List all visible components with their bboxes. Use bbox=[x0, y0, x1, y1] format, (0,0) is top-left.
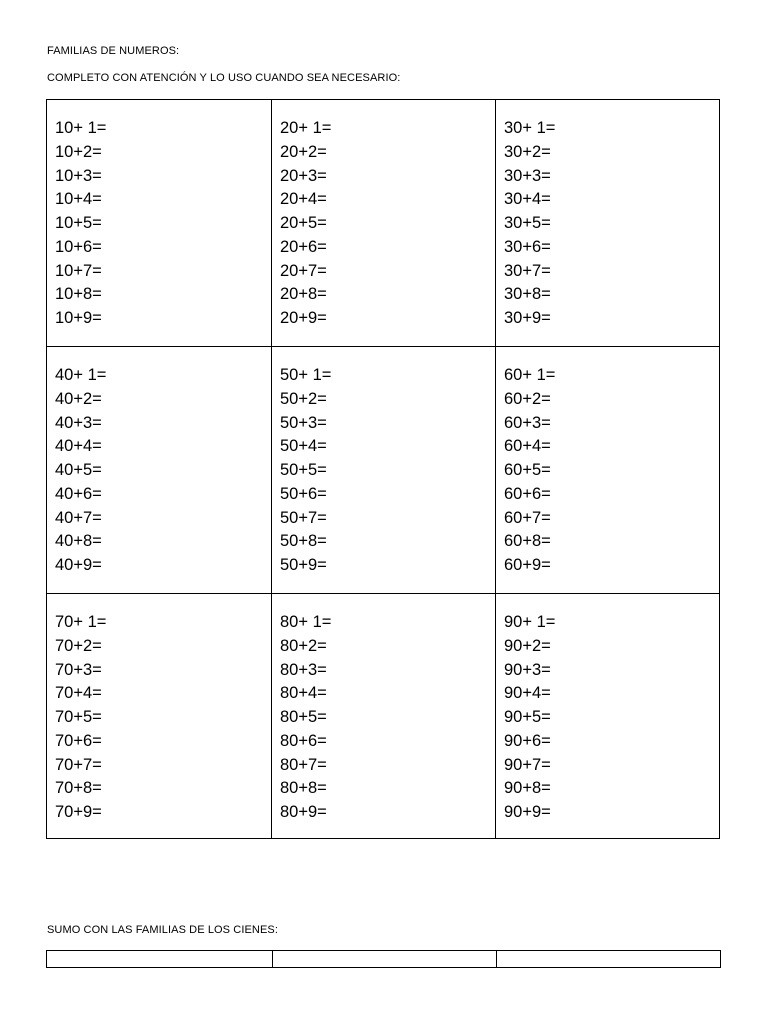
sum-line: 10+9= bbox=[55, 309, 102, 327]
sum-line: 10+2= bbox=[55, 142, 102, 161]
sum-line: 50+ 1= bbox=[280, 366, 332, 384]
sum-line: 20+2= bbox=[280, 142, 327, 161]
sum-line: 20+6= bbox=[280, 237, 327, 256]
family-cell bbox=[496, 100, 719, 347]
sum-line: 80+8= bbox=[280, 779, 327, 798]
sum-line: 20+5= bbox=[280, 214, 327, 232]
sum-line: 40+ 1= bbox=[55, 366, 107, 384]
sum-line: 60+ 1= bbox=[504, 366, 556, 384]
sum-line: 30+2= bbox=[504, 142, 551, 161]
sum-line: 90+6= bbox=[504, 731, 551, 750]
sum-line: 10+7= bbox=[55, 261, 102, 280]
sum-line: 20+8= bbox=[280, 285, 327, 304]
sum-line: 30+5= bbox=[504, 214, 551, 232]
sum-line: 60+5= bbox=[504, 461, 551, 479]
sum-line: 40+5= bbox=[55, 461, 102, 479]
sum-line: 30+3= bbox=[504, 166, 551, 185]
hundreds-cell-2[interactable] bbox=[273, 951, 497, 967]
sum-line: 10+8= bbox=[55, 285, 102, 304]
sum-line: 50+2= bbox=[280, 389, 327, 408]
family-cell bbox=[47, 347, 272, 594]
sum-line: 50+5= bbox=[280, 461, 327, 479]
family-cell bbox=[272, 594, 496, 838]
family-cell bbox=[47, 100, 272, 347]
sum-line: 50+6= bbox=[280, 484, 327, 503]
sum-line: 80+5= bbox=[280, 708, 327, 726]
sum-line: 70+8= bbox=[55, 779, 102, 798]
sum-line: 40+6= bbox=[55, 484, 102, 503]
sum-line: 70+4= bbox=[55, 684, 102, 703]
family-cell bbox=[496, 347, 719, 594]
sum-line: 20+3= bbox=[280, 166, 327, 185]
sum-line: 30+7= bbox=[504, 261, 551, 280]
sum-line: 10+ 1= bbox=[55, 119, 107, 137]
sum-line: 70+2= bbox=[55, 636, 102, 655]
sum-line: 90+7= bbox=[504, 755, 551, 774]
sum-line: 60+6= bbox=[504, 484, 551, 503]
sum-line: 90+4= bbox=[504, 684, 551, 703]
sum-line: 40+4= bbox=[55, 437, 102, 456]
number-families-table bbox=[46, 99, 720, 839]
sum-line: 20+ 1= bbox=[280, 119, 332, 137]
family-cell bbox=[272, 100, 496, 347]
sum-line: 60+4= bbox=[504, 437, 551, 456]
sum-line: 80+3= bbox=[280, 660, 327, 679]
sum-line: 70+9= bbox=[55, 803, 102, 821]
sum-line: 80+4= bbox=[280, 684, 327, 703]
section-title-hundreds: SUMO CON LAS FAMILIAS DE LOS CIENES: bbox=[47, 924, 278, 936]
hundreds-cell-1[interactable] bbox=[47, 951, 273, 967]
sum-line: 50+3= bbox=[280, 413, 327, 432]
sum-line: 20+9= bbox=[280, 309, 327, 327]
sum-line: 90+2= bbox=[504, 636, 551, 655]
sum-line: 70+5= bbox=[55, 708, 102, 726]
sum-line: 60+2= bbox=[504, 389, 551, 408]
sum-line: 40+3= bbox=[55, 413, 102, 432]
sum-line: 60+3= bbox=[504, 413, 551, 432]
sum-line: 80+2= bbox=[280, 636, 327, 655]
sum-line: 70+7= bbox=[55, 755, 102, 774]
sum-line: 80+6= bbox=[280, 731, 327, 750]
sum-line: 40+7= bbox=[55, 508, 102, 527]
instruction-text: COMPLETO CON ATENCIÓN Y LO USO CUANDO SEA NECESARIO: bbox=[47, 72, 401, 84]
sum-line: 80+ 1= bbox=[280, 613, 332, 631]
sum-line: 10+6= bbox=[55, 237, 102, 256]
family-cell bbox=[496, 594, 719, 838]
sum-line: 70+ 1= bbox=[55, 613, 107, 631]
hundreds-cell-3[interactable] bbox=[497, 951, 720, 967]
sum-line: 50+4= bbox=[280, 437, 327, 456]
sum-line: 40+2= bbox=[55, 389, 102, 408]
sum-line: 60+8= bbox=[504, 532, 551, 551]
sum-line: 80+9= bbox=[280, 803, 327, 821]
sum-line: 40+8= bbox=[55, 532, 102, 551]
page-title: FAMILIAS DE NUMEROS: bbox=[47, 45, 180, 57]
sum-line: 30+9= bbox=[504, 309, 551, 327]
sum-line: 20+7= bbox=[280, 261, 327, 280]
sum-line: 70+3= bbox=[55, 660, 102, 679]
sum-line: 40+9= bbox=[55, 556, 102, 574]
sum-line: 50+8= bbox=[280, 532, 327, 551]
sum-line: 20+4= bbox=[280, 190, 327, 209]
sum-line: 70+6= bbox=[55, 731, 102, 750]
sum-line: 90+5= bbox=[504, 708, 551, 726]
sum-line: 80+7= bbox=[280, 755, 327, 774]
sum-line: 90+9= bbox=[504, 803, 551, 821]
sum-line: 50+7= bbox=[280, 508, 327, 527]
sum-line: 90+3= bbox=[504, 660, 551, 679]
sum-line: 50+9= bbox=[280, 556, 327, 574]
hundreds-families-table bbox=[46, 950, 721, 968]
sum-line: 30+6= bbox=[504, 237, 551, 256]
sum-line: 30+ 1= bbox=[504, 119, 556, 137]
sum-line: 10+4= bbox=[55, 190, 102, 209]
sum-line: 90+ 1= bbox=[504, 613, 556, 631]
family-cell bbox=[272, 347, 496, 594]
sum-line: 60+7= bbox=[504, 508, 551, 527]
sum-line: 90+8= bbox=[504, 779, 551, 798]
sum-line: 30+8= bbox=[504, 285, 551, 304]
sum-line: 10+3= bbox=[55, 166, 102, 185]
sum-line: 30+4= bbox=[504, 190, 551, 209]
sum-line: 10+5= bbox=[55, 214, 102, 232]
sum-line: 60+9= bbox=[504, 556, 551, 574]
family-cell bbox=[47, 594, 272, 838]
